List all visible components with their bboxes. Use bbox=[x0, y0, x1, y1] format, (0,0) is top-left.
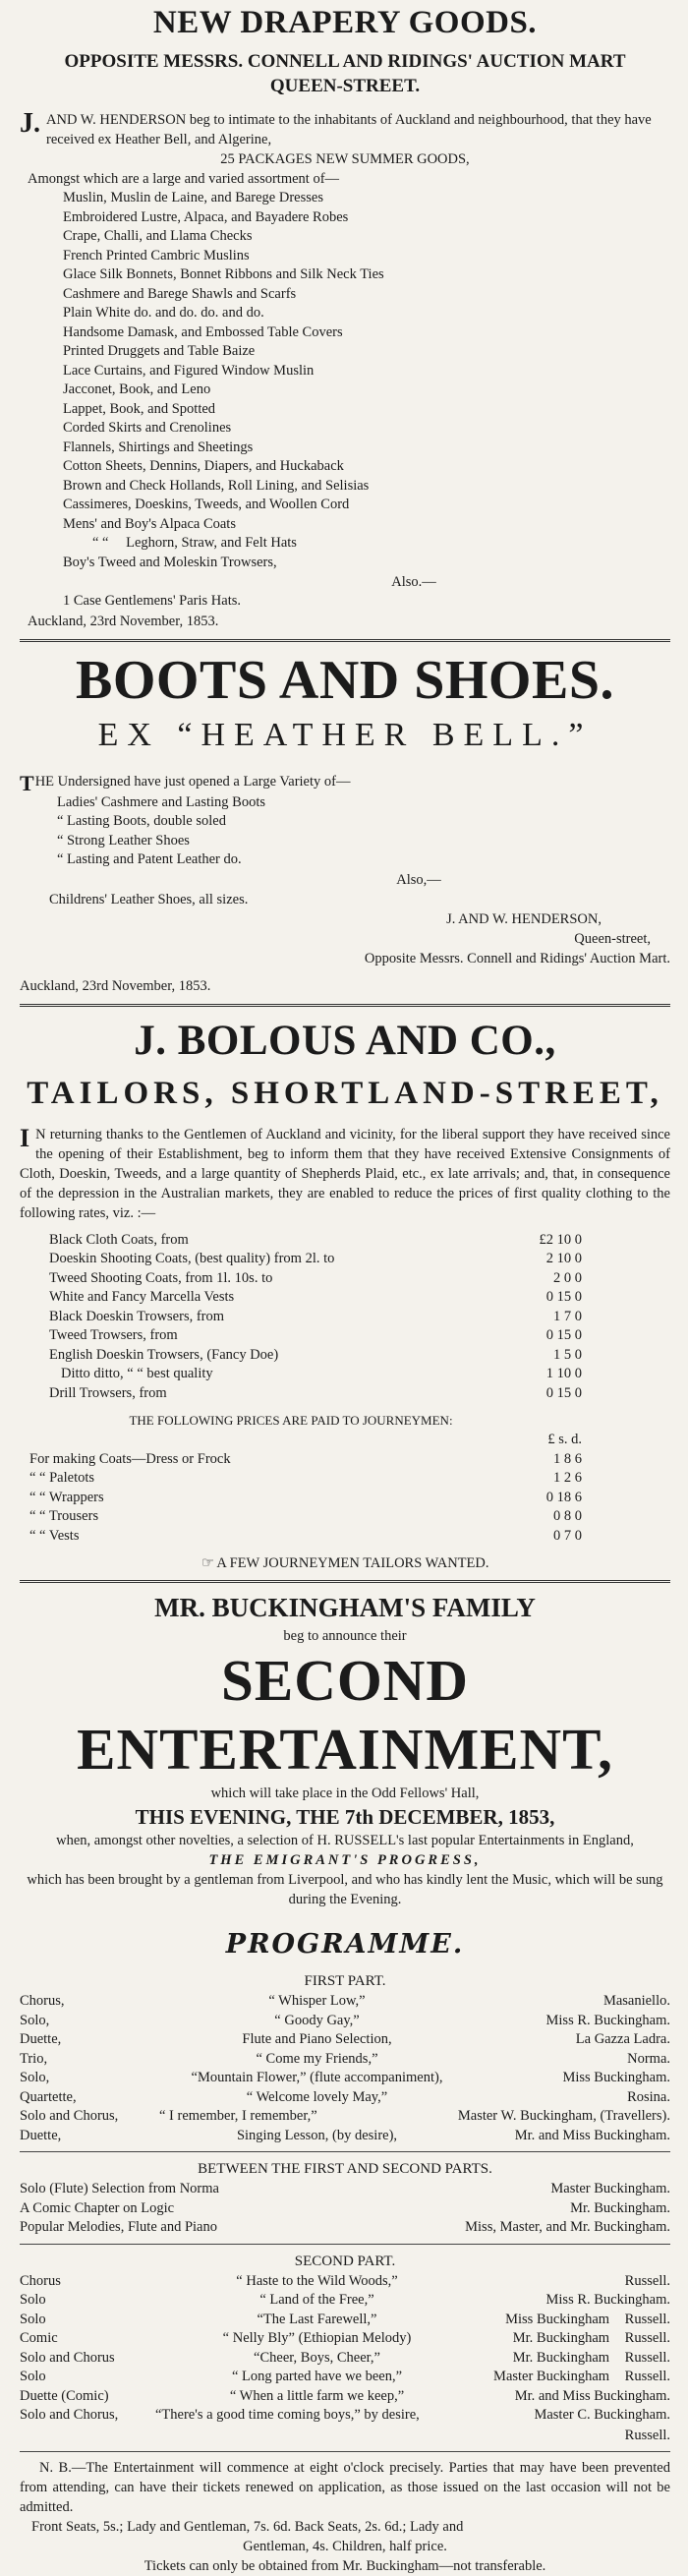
list-item: “ Lasting Boots, double soled bbox=[57, 813, 226, 829]
price-item: “ “ Paletots bbox=[29, 1470, 95, 1486]
row-performer-name: Miss Buckingham bbox=[505, 2311, 610, 2327]
price-value: 1 8 6 bbox=[553, 1450, 582, 1467]
row-performer: Masaniello. bbox=[602, 1993, 670, 2009]
programme-row bbox=[20, 1992, 670, 2012]
boots-dropcap: T bbox=[20, 770, 34, 795]
price-row bbox=[29, 1469, 582, 1489]
price-row bbox=[29, 1527, 582, 1547]
list-item: “ Lasting and Patent Leather do. bbox=[57, 851, 242, 867]
row-composer: Russell. bbox=[624, 2311, 670, 2327]
programme-row bbox=[20, 2069, 670, 2088]
price-item: Tweed Shooting Coats, from 1l. 10s. to bbox=[49, 1269, 273, 1286]
row-composer: Russell. bbox=[624, 2349, 670, 2366]
row-kind: Solo bbox=[20, 2292, 46, 2308]
drapery-subtitle-1: OPPOSITE MESSRS. CONNELL AND RIDINGS' AUCTION MART bbox=[64, 51, 626, 72]
list-item: Mens' and Boy's Alpaca Coats bbox=[63, 515, 236, 532]
row-title: A Comic Chapter on Logic bbox=[20, 2199, 175, 2216]
row-title: “ Long parted have we been,” bbox=[231, 2369, 403, 2384]
list-item: Jacconet, Book, and Leno bbox=[63, 381, 211, 397]
price-row bbox=[49, 1326, 582, 1346]
price-row bbox=[49, 1250, 582, 1269]
programme-row bbox=[20, 2291, 670, 2311]
row-title: “ I remember, I remember,” bbox=[159, 2108, 317, 2124]
price-value: 0 15 0 bbox=[545, 1289, 582, 1305]
row-kind: Solo bbox=[20, 2311, 46, 2327]
list-item: Cotton Sheets, Dennins, Diapers, and Huckaback bbox=[63, 458, 344, 474]
price-item: Black Doeskin Trowsers, from bbox=[49, 1308, 225, 1324]
programme-row bbox=[20, 2368, 670, 2387]
row-kind: Duette, bbox=[20, 2127, 62, 2143]
price-value: 2 10 0 bbox=[545, 1251, 582, 1266]
price-value: 1 10 0 bbox=[545, 1366, 582, 1381]
currency-header-row bbox=[29, 1431, 582, 1450]
price-value: 0 8 0 bbox=[553, 1508, 582, 1524]
bolous-price-list bbox=[20, 1231, 670, 1404]
boots-opposite: Opposite Messrs. Connell and Ridings' Auction Mart. bbox=[364, 950, 670, 966]
programme-row bbox=[20, 2349, 670, 2369]
row-composer: Russell. bbox=[624, 2369, 670, 2384]
price-value: 2 0 0 bbox=[553, 1269, 582, 1286]
buckingham-place: which will take place in the Odd Fellows' Hall, bbox=[210, 1786, 480, 1801]
programme-row bbox=[20, 2387, 670, 2407]
list-item: Cassimeres, Doeskins, Tweeds, and Woollen Cord bbox=[63, 497, 350, 512]
between-parts-list bbox=[20, 2180, 670, 2238]
row-title: “The Last Farewell,” bbox=[257, 2311, 377, 2327]
buckingham-progress: THE EMIGRANT'S PROGRESS, bbox=[208, 1852, 482, 1868]
buckingham-nb: N. B.—The Entertainment will commence at eight o'clock precisely. Parties that may have been prevented from attending, can have their tickets renewed on application, as those issued on the last occasion will not be admitted. bbox=[20, 2459, 670, 2515]
row-title: “Mountain Flower,” (flute accompaniment), bbox=[191, 2070, 443, 2085]
row-performer: Russell. bbox=[624, 2272, 670, 2289]
price-item: Tweed Trowsers, from bbox=[49, 1327, 178, 1343]
row-performer: Master Buckingham. bbox=[550, 2181, 670, 2196]
row-kind: Solo bbox=[20, 2369, 46, 2384]
row-performer: Rosina. bbox=[627, 2088, 670, 2105]
price-row bbox=[49, 1231, 582, 1251]
second-part-heading: SECOND PART. bbox=[294, 2253, 396, 2269]
programme-row bbox=[20, 2030, 670, 2050]
drapery-item-list bbox=[20, 189, 670, 572]
drapery-amongst: Amongst which are a large and varied assortment of— bbox=[28, 171, 340, 187]
first-part-heading: FIRST PART. bbox=[304, 1973, 386, 1989]
row-performer: La Gazza Ladra. bbox=[575, 2031, 670, 2047]
programme-row bbox=[20, 2107, 670, 2127]
price-value: 1 2 6 bbox=[553, 1470, 582, 1486]
row-kind: Solo, bbox=[20, 2070, 50, 2085]
row-kind: Trio, bbox=[20, 2050, 48, 2067]
programme-heading: PROGRAMME. bbox=[225, 1929, 465, 1960]
row-performer bbox=[479, 2329, 670, 2349]
price-item: “ “ Wrappers bbox=[29, 1489, 104, 1505]
programme-row bbox=[20, 2218, 670, 2238]
drapery-title: NEW DRAPERY GOODS. bbox=[152, 5, 538, 40]
price-value: 0 15 0 bbox=[545, 1327, 582, 1343]
row-title: “ Welcome lovely May,” bbox=[246, 2088, 388, 2105]
drapery-dropcap: J. bbox=[20, 108, 40, 139]
divider bbox=[20, 2244, 670, 2245]
journeymen-price-list bbox=[20, 1431, 670, 1546]
list-item: Flannels, Shirtings and Sheetings bbox=[63, 439, 254, 455]
buckingham-brought: which has been brought by a gentleman from Liverpool, and who has kindly lent the Music, which will be sung during the Evening. bbox=[27, 1872, 663, 1907]
price-value: 0 15 0 bbox=[545, 1384, 582, 1401]
between-parts-heading: BETWEEN THE FIRST AND SECOND PARTS. bbox=[198, 2161, 492, 2177]
row-performer-name: Master Buckingham bbox=[493, 2369, 610, 2384]
buckingham-advert bbox=[20, 1589, 670, 2576]
row-title: “ Come my Friends,” bbox=[256, 2050, 378, 2067]
row-performer: Miss, Master, and Mr. Buckingham. bbox=[465, 2219, 670, 2235]
row-performer-name: Mr. Buckingham bbox=[512, 2330, 610, 2346]
price-row bbox=[49, 1269, 582, 1289]
boots-intro-text: HE Undersigned have just opened a Large Variety of— bbox=[34, 773, 351, 790]
list-item: Corded Skirts and Crenolines bbox=[63, 420, 232, 436]
row-performer: Master W. Buckingham, (Travellers). bbox=[457, 2108, 670, 2124]
price-value: 1 5 0 bbox=[553, 1346, 582, 1363]
list-item: French Printed Cambric Muslins bbox=[63, 247, 250, 263]
programme-row bbox=[20, 2012, 670, 2031]
drapery-advert bbox=[20, 0, 670, 631]
list-item: “ Strong Leather Shoes bbox=[57, 832, 190, 849]
row-performer: Miss Buckingham. bbox=[562, 2070, 670, 2085]
price-item: English Doeskin Trowsers, (Fancy Doe) bbox=[49, 1346, 279, 1363]
list-item: Lappet, Book, and Spotted bbox=[63, 400, 216, 417]
divider bbox=[20, 639, 670, 642]
divider bbox=[20, 2151, 670, 2152]
drapery-also: Also.— bbox=[391, 574, 436, 590]
drapery-case: 1 Case Gentlemens' Paris Hats. bbox=[63, 593, 242, 609]
row-performer: Mr. Buckingham. bbox=[570, 2199, 670, 2216]
buckingham-second: SECOND ENTERTAINMENT, bbox=[77, 1648, 613, 1782]
pointing-hand-icon: ☜ bbox=[201, 1555, 214, 1571]
journeymen-wanted bbox=[20, 1555, 670, 1572]
row-performer: Mr. and Miss Buckingham. bbox=[514, 2387, 670, 2404]
row-title: Flute and Piano Selection, bbox=[242, 2031, 392, 2047]
price-row bbox=[29, 1450, 582, 1470]
list-item: Brown and Check Hollands, Roll Lining, and Selisias bbox=[63, 477, 370, 494]
row-title: “ Land of the Free,” bbox=[259, 2292, 374, 2308]
programme-row bbox=[20, 2199, 670, 2219]
price-item: “ “ Trousers bbox=[29, 1508, 99, 1524]
row-kind: Quartette, bbox=[20, 2088, 77, 2105]
ditto-marks: “ “ bbox=[92, 535, 109, 551]
buckingham-title: MR. BUCKINGHAM'S FAMILY bbox=[154, 1593, 536, 1622]
row-composer: Russell. bbox=[624, 2427, 670, 2443]
price-item: White and Fancy Marcella Vests bbox=[49, 1289, 235, 1305]
drapery-intro-text: AND W. HENDERSON beg to intimate to the inhabitants of Auckland and neighbourhood, that they have received ex Heather Bell, and Algerine, bbox=[46, 112, 652, 147]
price-row bbox=[49, 1365, 582, 1384]
price-row bbox=[49, 1346, 582, 1366]
row-composer: Russell. bbox=[624, 2330, 670, 2346]
row-performer: Miss R. Buckingham. bbox=[545, 2292, 670, 2308]
list-item: Glace Silk Bonnets, Bonnet Ribbons and Silk Neck Ties bbox=[63, 266, 384, 282]
row-performer bbox=[479, 2349, 670, 2369]
list-item: Ladies' Cashmere and Lasting Boots bbox=[57, 793, 266, 810]
row-kind: Solo and Chorus bbox=[20, 2349, 115, 2366]
row-kind: Comic bbox=[20, 2330, 58, 2346]
row-performer bbox=[479, 2311, 670, 2330]
row-title: Solo (Flute) Selection from Norma bbox=[20, 2181, 219, 2196]
divider bbox=[20, 1004, 670, 1007]
list-item-ditto bbox=[20, 534, 670, 554]
row-kind: Solo and Chorus, bbox=[20, 2108, 119, 2124]
price-row bbox=[49, 1308, 582, 1327]
bolous-subtitle: TAILORS, SHORTLAND-STREET, bbox=[27, 1075, 663, 1111]
bolous-intro-text: N returning thanks to the Gentlemen of Auckland and vicinity, for the liberal support they have received since the opening of their Establishment, beg to inform them that they have received Extensive Consignments of Cloth, Doeskin, Tweeds, and a large quantity of Shepherds Plaid, etc., ex late arrivals; and, that, in consequence of the depression in the Australian markets, they are enabled to reduce the prices of first quality clothing to the following rates, viz. :— bbox=[20, 1126, 670, 1221]
price-item: “ “ Vests bbox=[29, 1527, 80, 1544]
buckingham-announce: beg to announce their bbox=[283, 1628, 407, 1644]
row-title: Popular Melodies, Flute and Piano bbox=[20, 2219, 217, 2235]
buckingham-prices-1: Front Seats, 5s.; Lady and Gentleman, 7s. 6d. Back Seats, 2s. 6d.; Lady and bbox=[31, 2518, 464, 2535]
boots-advert bbox=[20, 648, 670, 996]
drapery-subtitle-2: QUEEN-STREET. bbox=[269, 76, 421, 96]
boots-title: BOOTS AND SHOES. bbox=[76, 649, 614, 711]
row-title: “ Goody Gay,” bbox=[274, 2012, 360, 2028]
price-value: 0 7 0 bbox=[553, 1527, 582, 1544]
row-performer-name: Mr. Buckingham bbox=[512, 2349, 610, 2366]
boots-intro bbox=[20, 770, 670, 795]
row-title: “ Nelly Bly” (Ethiopian Melody) bbox=[222, 2330, 412, 2346]
list-item: Lace Curtains, and Figured Window Muslin bbox=[63, 362, 315, 379]
row-kind: Chorus, bbox=[20, 1993, 65, 2009]
row-title: “ Haste to the Wild Woods,” bbox=[236, 2272, 398, 2289]
row-title: “There's a good time coming boys,” by desire, bbox=[155, 2407, 420, 2423]
row-performer: Master C. Buckingham. bbox=[534, 2407, 670, 2423]
boots-signer bbox=[20, 909, 670, 929]
ditto-text: Leghorn, Straw, and Felt Hats bbox=[126, 535, 297, 551]
row-kind: Duette, bbox=[20, 2031, 62, 2047]
currency-header: £ s. d. bbox=[547, 1432, 582, 1447]
row-title: “ Whisper Low,” bbox=[268, 1993, 366, 2009]
row-title: Singing Lesson, (by desire), bbox=[236, 2127, 398, 2143]
row-title: “Cheer, Boys, Cheer,” bbox=[254, 2349, 380, 2366]
first-part-list bbox=[20, 1992, 670, 2145]
price-value: 0 18 6 bbox=[545, 1489, 582, 1505]
row-performer: Norma. bbox=[627, 2050, 670, 2067]
list-item: Plain White do. and do. do. and do. bbox=[63, 305, 264, 321]
programme-row bbox=[20, 2088, 670, 2108]
bolous-advert bbox=[20, 1013, 670, 1573]
programme-row bbox=[20, 2180, 670, 2199]
bolous-title: J. BOLOUS AND CO., bbox=[134, 1017, 556, 1064]
row-kind: Solo, bbox=[20, 2012, 50, 2028]
journeymen-wanted-text: A FEW JOURNEYMEN TAILORS WANTED. bbox=[216, 1555, 489, 1571]
list-item: Printed Druggets and Table Baize bbox=[63, 343, 256, 359]
journeymen-heading: THE FOLLOWING PRICES ARE PAID TO JOURNEYMEN: bbox=[129, 1413, 453, 1428]
programme-row bbox=[20, 2406, 670, 2426]
price-item: Doeskin Shooting Coats, (best quality) from 2l. to bbox=[49, 1251, 335, 1266]
programme-row bbox=[20, 2050, 670, 2070]
buckingham-prices-2: Gentleman, 4s. Children, half price. bbox=[243, 2538, 447, 2554]
row-kind: Duette (Comic) bbox=[20, 2387, 109, 2404]
bolous-intro bbox=[20, 1125, 670, 1223]
second-part-list bbox=[20, 2272, 670, 2445]
programme-row bbox=[20, 2311, 670, 2330]
price-item: Ditto ditto, “ “ best quality bbox=[61, 1366, 213, 1381]
price-row bbox=[49, 1384, 582, 1404]
price-item: For making Coats—Dress or Frock bbox=[29, 1450, 231, 1467]
price-value: £2 10 0 bbox=[539, 1231, 582, 1248]
list-item: Crape, Challi, and Llama Checks bbox=[63, 228, 253, 244]
row-performer bbox=[479, 2368, 670, 2387]
row-performer: Miss R. Buckingham. bbox=[545, 2012, 670, 2028]
price-row bbox=[29, 1489, 582, 1508]
boots-also: Also,— bbox=[396, 871, 441, 888]
list-item: Handsome Damask, and Embossed Table Covers bbox=[63, 323, 343, 340]
divider bbox=[20, 2451, 670, 2452]
programme-row bbox=[20, 2127, 670, 2146]
drapery-packages: 25 PACKAGES NEW SUMMER GOODS, bbox=[220, 151, 470, 167]
list-item: Embroidered Lustre, Alpaca, and Bayadere Robes bbox=[63, 208, 349, 225]
drapery-date: Auckland, 23rd November, 1853. bbox=[28, 613, 219, 629]
row-kind: Solo and Chorus, bbox=[20, 2407, 119, 2423]
price-row bbox=[49, 1288, 582, 1308]
buckingham-tickets: Tickets can only be obtained from Mr. Buckingham—not transferable. bbox=[143, 2557, 546, 2574]
boots-signer-name: J. AND W. HENDERSON, bbox=[446, 910, 602, 927]
price-row bbox=[29, 1507, 582, 1527]
programme-row bbox=[20, 2329, 670, 2349]
boots-date: Auckland, 23rd November, 1853. bbox=[20, 977, 211, 994]
row-kind: Chorus bbox=[20, 2272, 61, 2289]
boots-ex-line: EX “HEATHER BELL.” bbox=[97, 716, 593, 753]
drapery-intro bbox=[20, 110, 670, 149]
programme-row bbox=[20, 2272, 670, 2292]
bolous-dropcap: I bbox=[20, 1123, 30, 1152]
divider bbox=[20, 1580, 670, 1583]
row-performer: Mr. and Miss Buckingham. bbox=[514, 2127, 670, 2143]
boots-signer-street: Queen-street, bbox=[574, 930, 651, 947]
buckingham-novelties: when, amongst other novelties, a selection of H. RUSSELL's last popular Entertainments in England, bbox=[56, 1833, 634, 1848]
list-item: Boy's Tweed and Moleskin Trowsers, bbox=[63, 554, 277, 570]
list-item: Muslin, Muslin de Laine, and Barege Dresses bbox=[63, 190, 323, 205]
price-value: 1 7 0 bbox=[553, 1308, 582, 1324]
list-item: Cashmere and Barege Shawls and Scarfs bbox=[63, 285, 297, 302]
buckingham-evening: THIS EVENING, THE 7th DECEMBER, 1853, bbox=[135, 1805, 555, 1829]
row-title: “ When a little farm we keep,” bbox=[229, 2387, 405, 2404]
price-item: Black Cloth Coats, from bbox=[49, 1231, 189, 1248]
boots-childrens: Childrens' Leather Shoes, all sizes. bbox=[49, 891, 249, 907]
price-item: Drill Trowsers, from bbox=[49, 1384, 167, 1401]
